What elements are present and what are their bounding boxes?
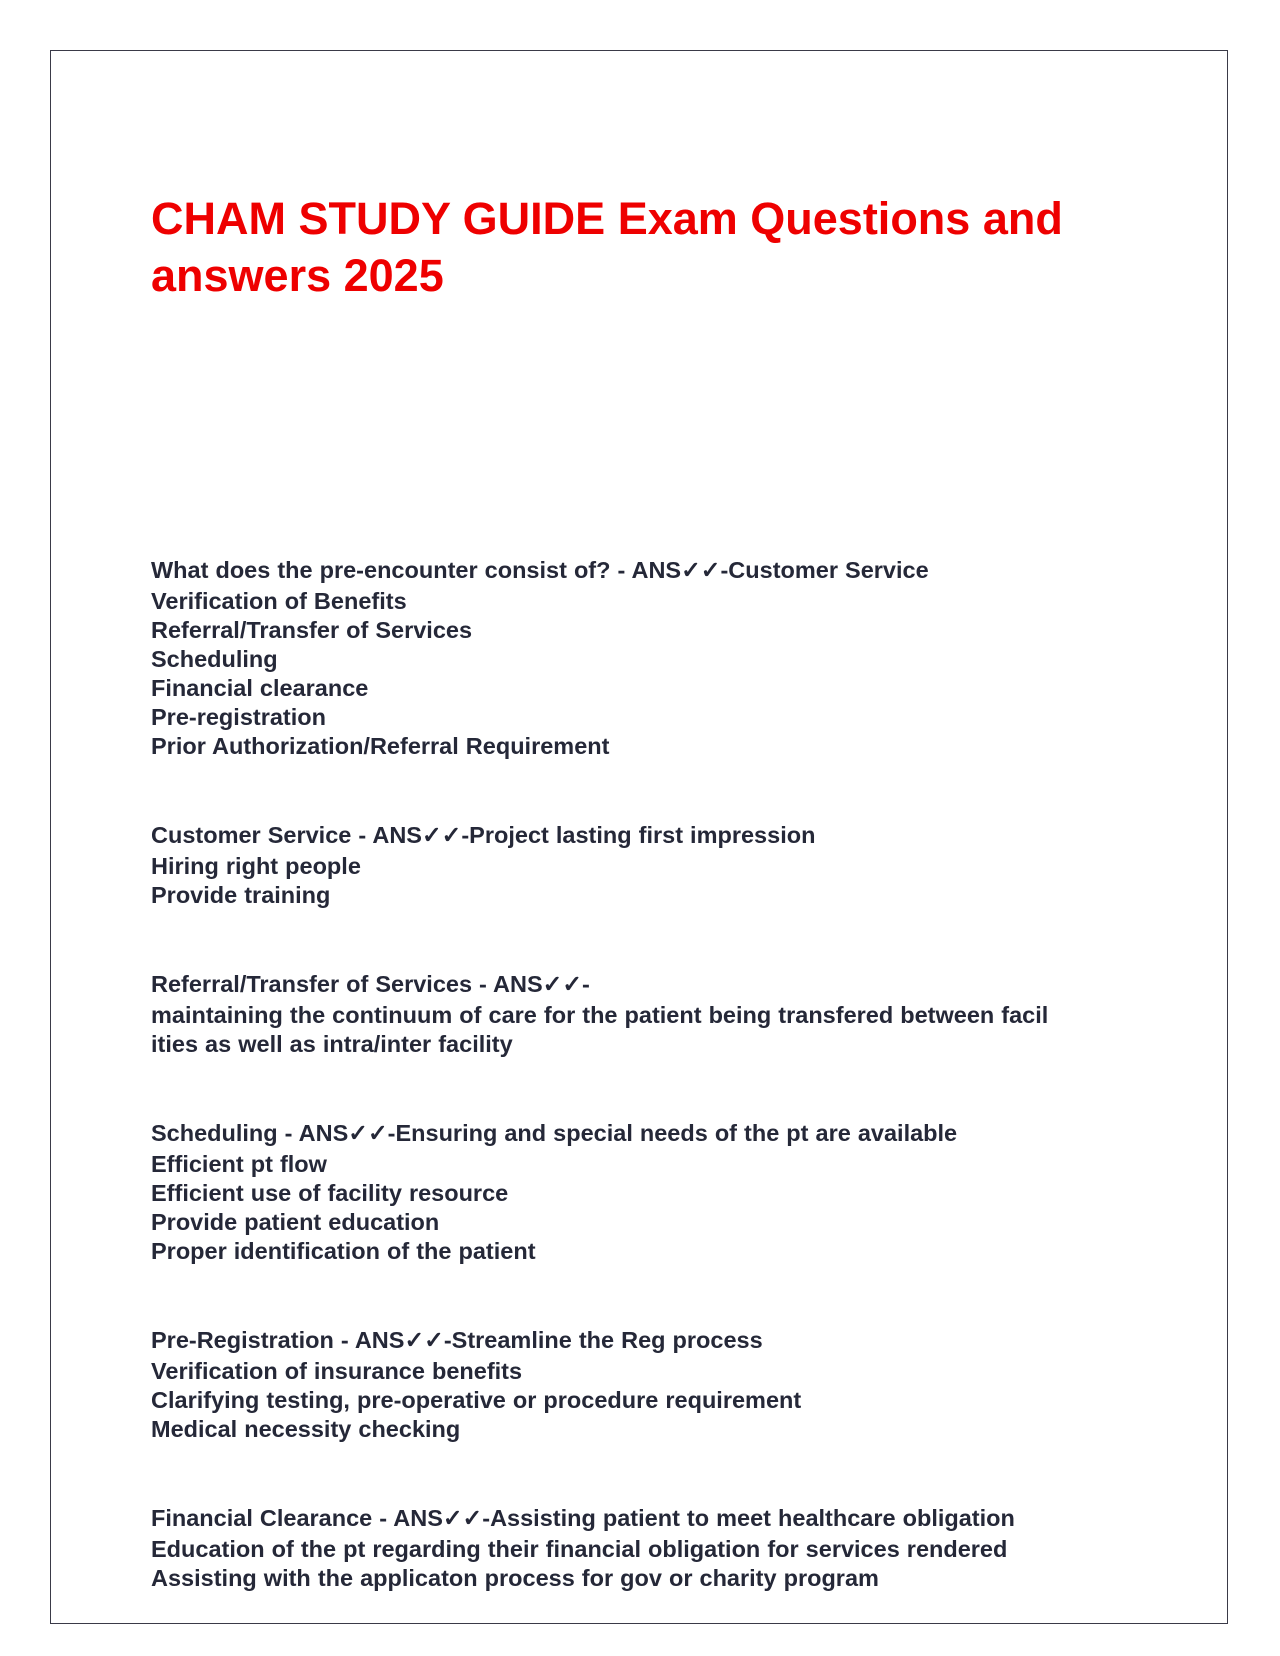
document-title: CHAM STUDY GUIDE Exam Questions and answers 2025 [151,193,1063,301]
qa-list [151,556,1151,1653]
qa-answer-line: Scheduling [151,646,278,672]
qa-answer-line: Efficient pt flow [151,1151,327,1177]
qa-answer-line: Prior Authorization/Referral Requirement [151,733,610,759]
qa-answer-line: Provide patient education [151,1209,440,1235]
qa-answer-line: Referral/Transfer of Services [151,617,473,643]
qa-answer-line: Assisting with the applicaton process for gov or charity program [151,1565,879,1591]
qa-answer-line: Clarifying testing, pre-operative or procedure requirement [151,1387,802,1413]
qa-question-line: Scheduling - ANS✓✓-Ensuring and special needs of the pt are available [151,1120,958,1146]
qa-item-pre-encounter [151,556,1151,761]
qa-answer-line: maintaining the continuum of care for the patient being transfered between facil [151,1002,1049,1028]
qa-answer-line: Financial clearance [151,675,369,701]
qa-item-financial-clearance [151,1504,1151,1593]
qa-question-line: Referral/Transfer of Services - ANS✓✓- [151,971,590,997]
qa-answer-line: Verification of Benefits [151,588,407,614]
qa-answer-line: Education of the pt regarding their financial obligation for services rendered [151,1536,1008,1562]
qa-answer-line: Pre-registration [151,704,326,730]
qa-item-scheduling [151,1119,1151,1266]
qa-answer-line: Medical necessity checking [151,1416,461,1442]
qa-answer-line: Provide training [151,882,331,908]
qa-item-customer-service [151,821,1151,910]
qa-answer-line: Proper identification of the patient [151,1238,536,1264]
qa-answer-line: Efficient use of facility resource [151,1180,509,1206]
qa-answer-line: ities as well as intra/inter facility [151,1031,513,1057]
qa-item-pre-registration [151,1326,1151,1444]
qa-question-line: Pre-Registration - ANS✓✓-Streamline the Reg process [151,1327,763,1353]
qa-question-line: What does the pre-encounter consist of? - ANS✓✓-Customer Service [151,557,929,583]
qa-answer-line: Hiring right people [151,853,361,879]
qa-question-line: Financial Clearance - ANS✓✓-Assisting patient to meet healthcare obligation [151,1505,1015,1531]
qa-item-referral-transfer [151,970,1151,1059]
qa-question-line: Customer Service - ANS✓✓-Project lasting first impression [151,822,816,848]
qa-answer-line: Verification of insurance benefits [151,1358,523,1384]
